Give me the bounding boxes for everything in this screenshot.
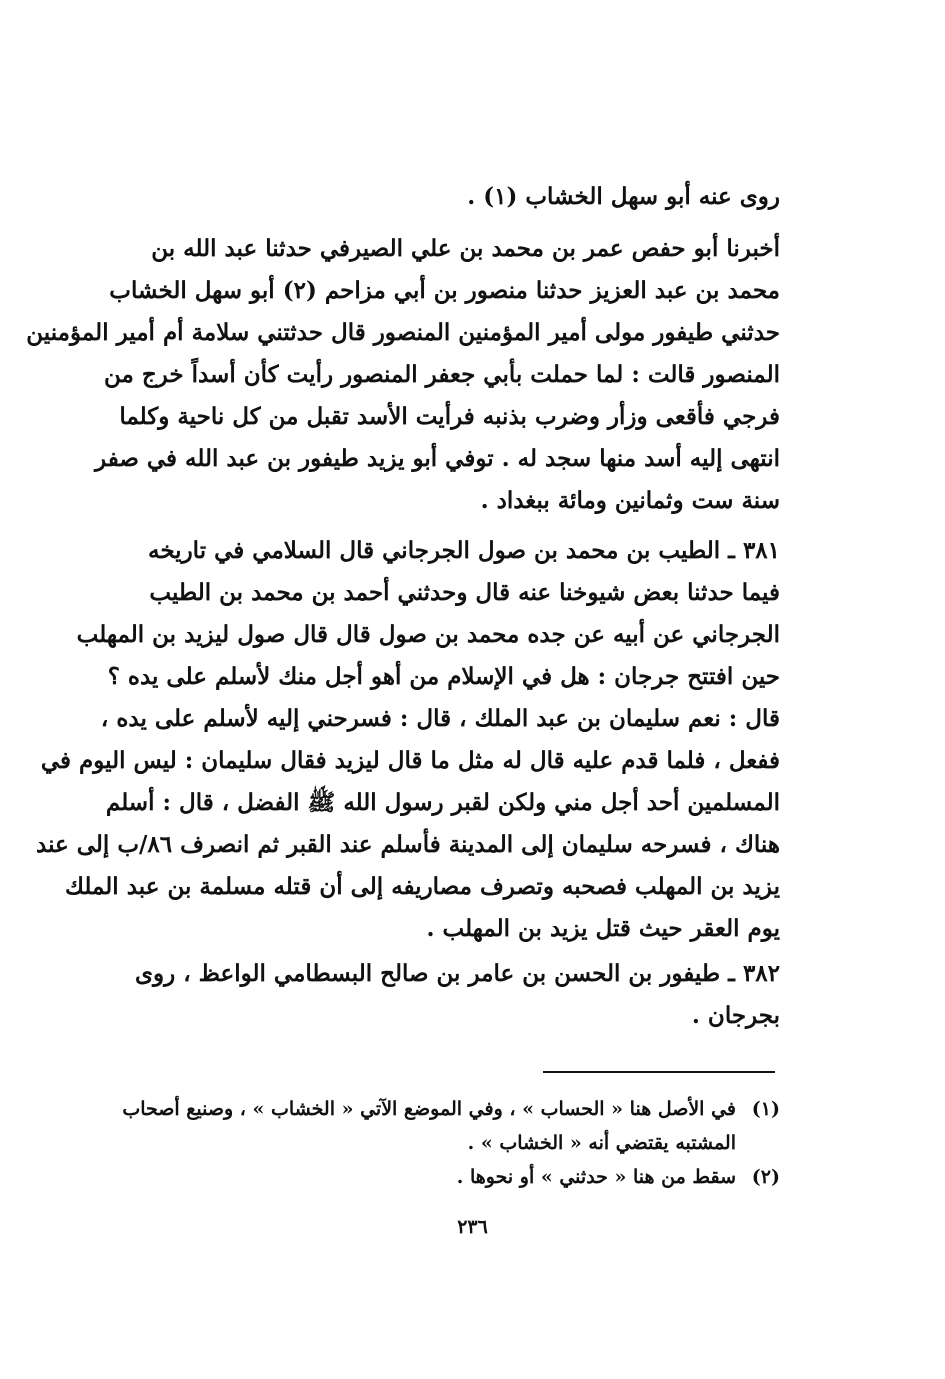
text-line: محمد بن عبد العزيز حدثنا منصور بن أبي مزاحم (٢) أبو سهل الخشاب bbox=[109, 277, 780, 304]
text-line: المسلمين أحد أجل مني ولكن لقبر رسول الله ﷺ الفضل ، قال : أسلم bbox=[105, 789, 780, 816]
text-line: هناك ، فسرحه سليمان إلى المدينة فأسلم عند القبر ثم انصرف ٨٦/ب إلى عند bbox=[36, 831, 780, 858]
page-number: ٢٣٦ bbox=[457, 1216, 488, 1238]
footnote-text: في الأصل هنا « الحساب » ، وفي الموضع الآتي « الخشاب » ، وصنيع أصحاب bbox=[122, 1098, 736, 1120]
entry-382 bbox=[120, 953, 780, 1037]
text-line: انتهى إليه أسد منها سجد له . توفي أبو يزيد طيفور بن عبد الله في صفر bbox=[95, 445, 780, 472]
footnote-1-continuation: المشتبه يقتضي أنه « الخشاب » . bbox=[467, 1132, 736, 1154]
footnote-2 bbox=[120, 1160, 780, 1194]
footnote-text: سقط من هنا « حدثني » أو نحوها . bbox=[456, 1166, 736, 1188]
footnote-separator bbox=[543, 1071, 775, 1073]
text-line: أخبرنا أبو حفص عمر بن محمد بن علي الصيرفي حدثنا عبد الله بن bbox=[151, 235, 780, 262]
text-line: المنصور قالت : لما حملت بأبي جعفر المنصور رأيت كأن أسداً خرج من bbox=[104, 361, 780, 388]
text-line: يوم العقر حيث قتل يزيد بن المهلب . bbox=[426, 915, 780, 942]
text-line: فيما حدثنا بعض شيوخنا عنه قال وحدثني أحمد بن محمد بن الطيب bbox=[149, 579, 780, 606]
text-line: سنة ست وثمانين ومائة ببغداد . bbox=[480, 487, 780, 514]
footnote-number: (٢) bbox=[751, 1166, 780, 1188]
text-line: قال : نعم سليمان بن عبد الملك ، قال : فسرحني إليه لأسلم على يده ، bbox=[100, 705, 780, 732]
text-line: حدثني طيفور مولى أمير المؤمنين المنصور قال حدثتني سلامة أم أمير المؤمنين bbox=[26, 319, 780, 346]
text-line: يزيد بن المهلب فصحبه وتصرف مصاريفه إلى أن قتله مسلمة بن عبد الملك bbox=[65, 873, 780, 900]
paragraph-tayfur-narration bbox=[26, 228, 780, 522]
footnote-1 bbox=[120, 1092, 780, 1126]
text-line: الجرجاني عن أبيه عن جده محمد بن صول قال قال صول ليزيد بن المهلب bbox=[76, 621, 780, 648]
text-line: بجرجان . bbox=[691, 1002, 780, 1029]
text-line: حين افتتح جرجان : هل في الإسلام من أهو أجل منك لأسلم على يده ؟ bbox=[107, 663, 780, 690]
text-line: ٣٨٢ ـ طيفور بن الحسن بن عامر بن صالح البسطامي الواعظ ، روى bbox=[135, 960, 780, 987]
text-line: فرجي فأقعى وزأر وضرب بذنبه فرأيت الأسد تقبل من كل ناحية وكلما bbox=[119, 403, 780, 430]
paragraph-intro bbox=[120, 176, 780, 218]
footnotes bbox=[120, 1092, 780, 1194]
text-line: ففعل ، فلما قدم عليه قال له مثل ما قال ليزيد فقال سليمان : ليس اليوم في bbox=[40, 747, 780, 774]
footnote-number: (١) bbox=[751, 1098, 780, 1120]
text-line: ٣٨١ ـ الطيب بن محمد بن صول الجرجاني قال السلامي في تاريخه bbox=[148, 537, 780, 564]
text-line: روى عنه أبو سهل الخشاب (١) . bbox=[467, 183, 780, 210]
entry-381 bbox=[36, 530, 780, 950]
